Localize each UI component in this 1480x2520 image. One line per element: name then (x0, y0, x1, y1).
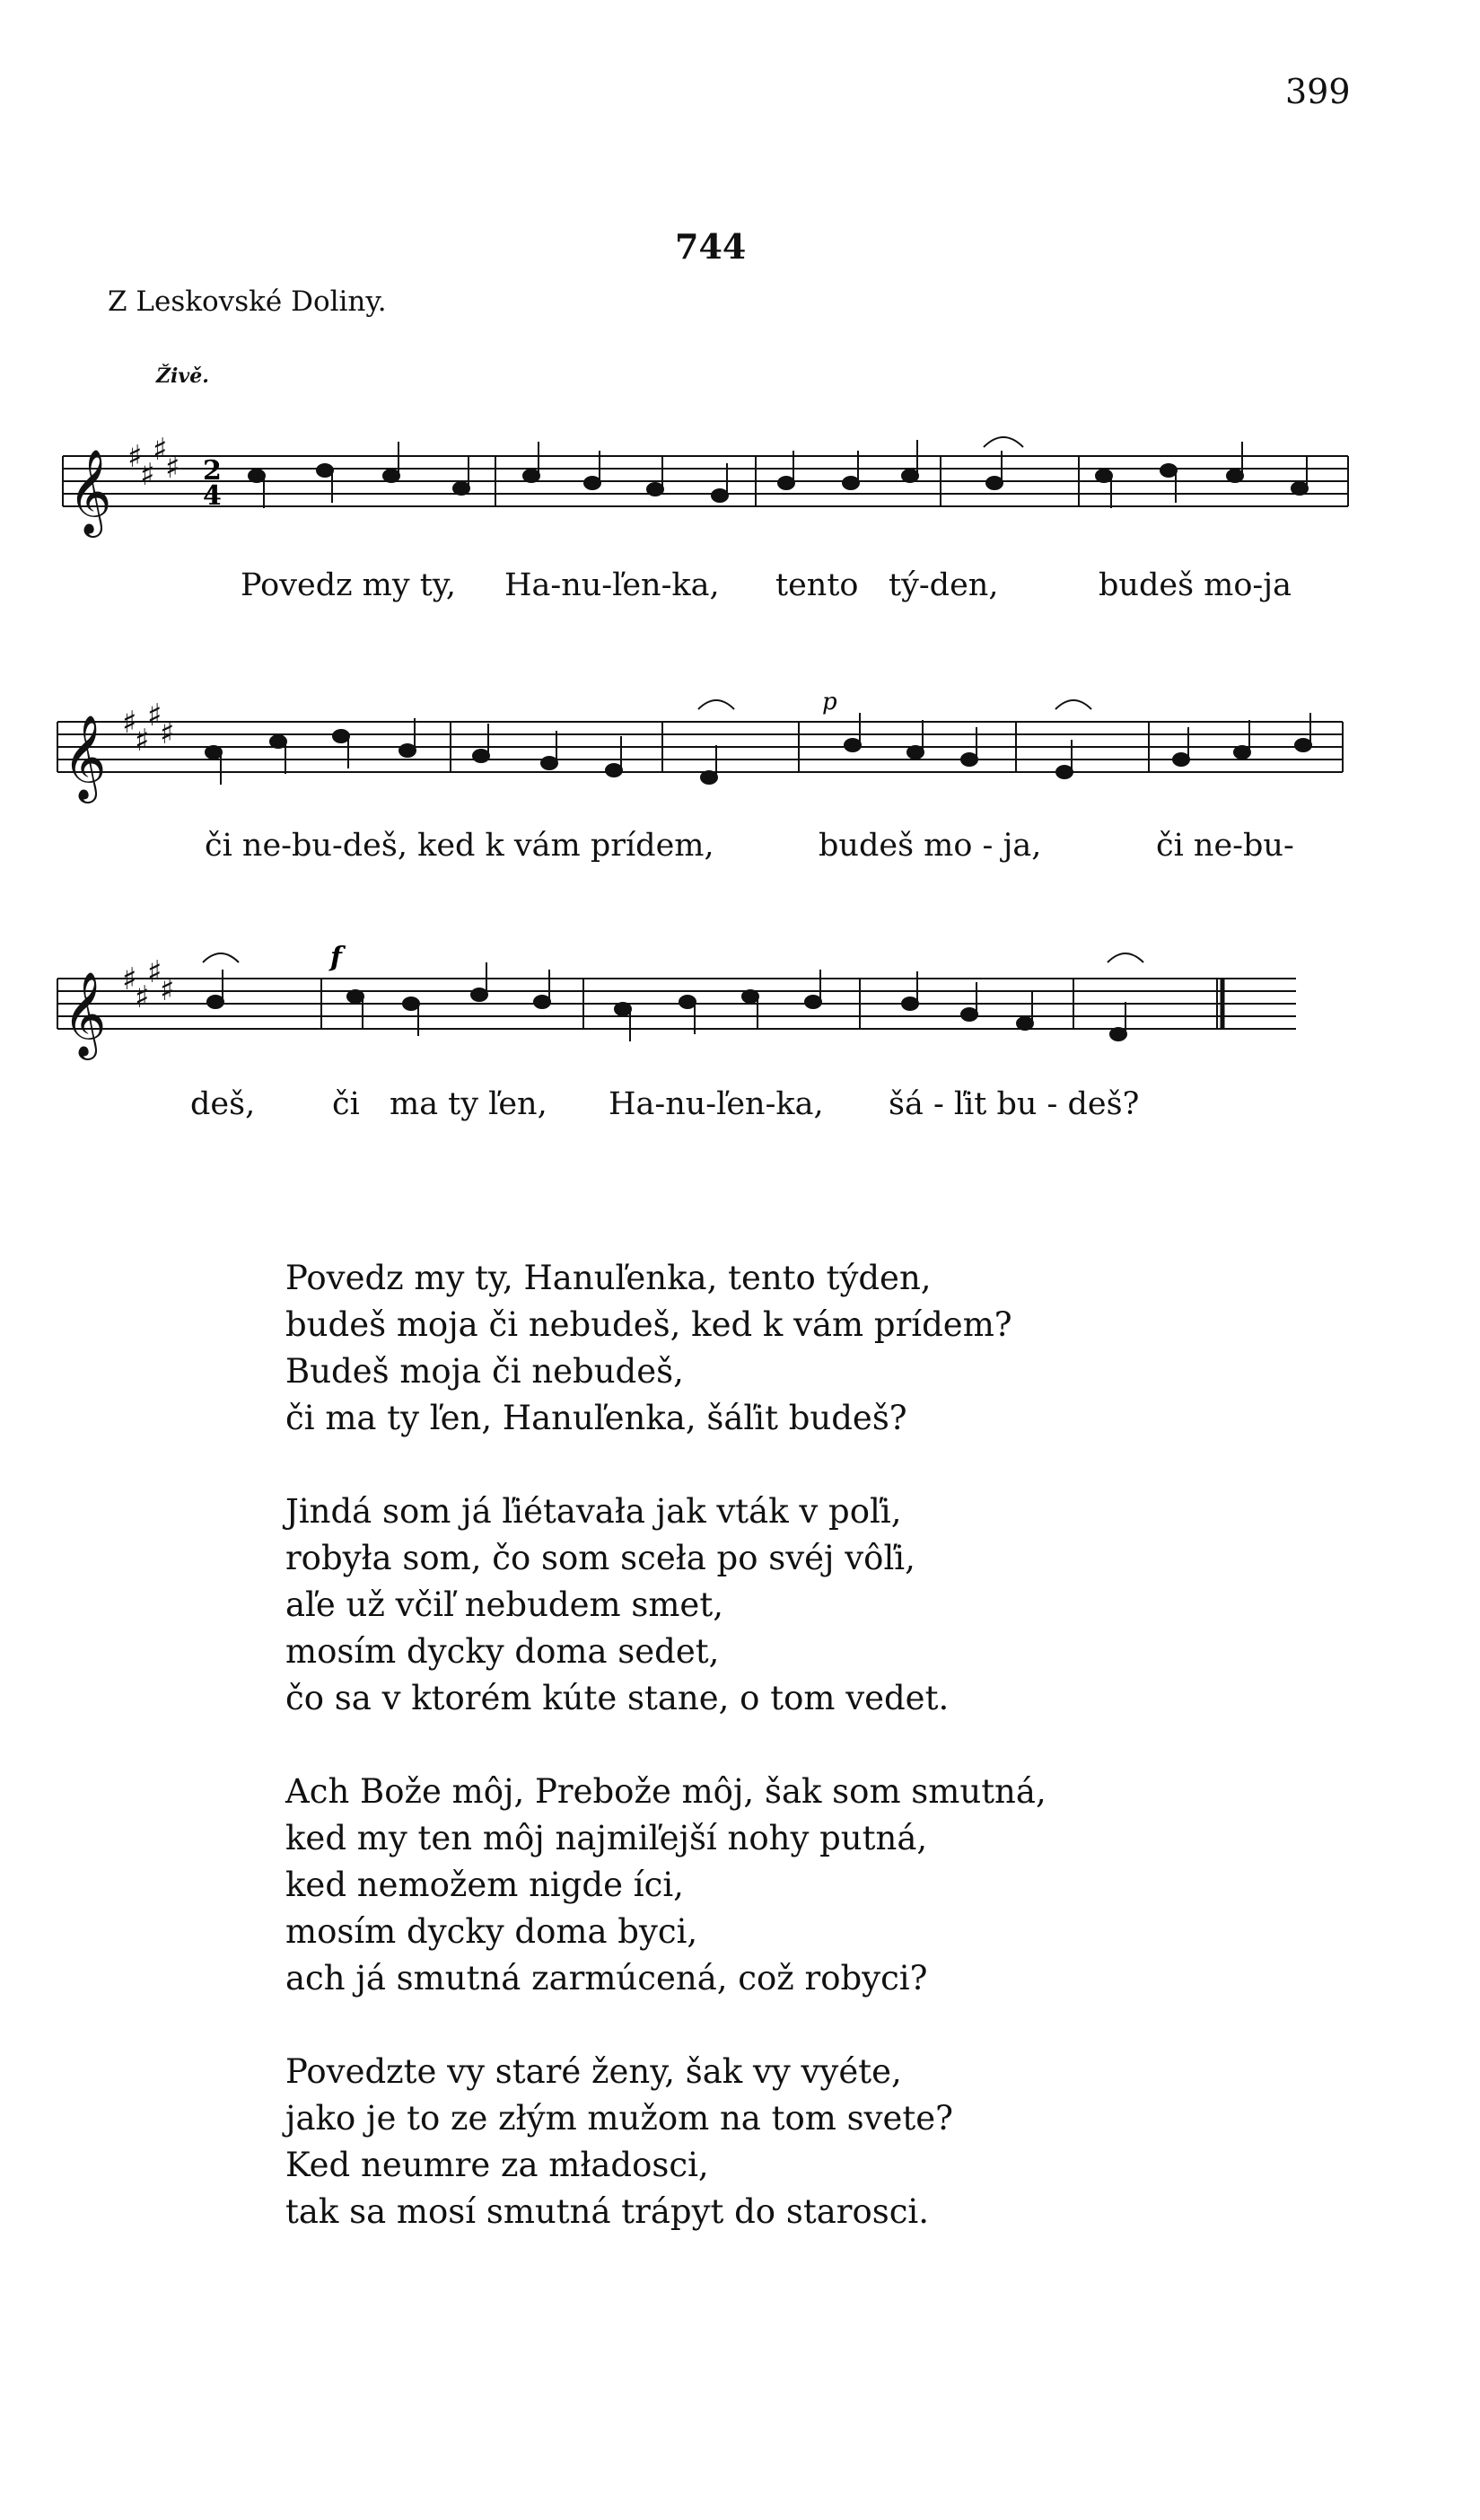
verse-line: ked nemožem nigde íci, (285, 1866, 684, 1904)
stanza-4 (285, 2049, 1047, 2235)
time-signature-top: 2 (203, 455, 222, 487)
verse-line: jako je to ze złým mužom na tom svete? (285, 2099, 953, 2138)
verse-line: Povedzte vy staré ženy, šak vy vyéte, (285, 2052, 902, 2091)
music-score (0, 0, 1480, 1122)
lyric-syllable: Ha-nu-ľen-ka, (609, 1086, 824, 1122)
dynamic-piano: p (822, 689, 837, 716)
lyric-syllable: Povedz my ty, (241, 567, 457, 603)
lyric-syllable: budeš mo - ja, (819, 828, 1042, 864)
svg-text:♯: ♯ (147, 954, 162, 990)
lyric-syllable: Ha-nu-ľen-ka, (504, 567, 720, 603)
verse-line: či ma ty ľen, Hanuľenka, šáľit budeš? (285, 1399, 907, 1437)
verses (285, 1255, 1047, 2282)
verse-line: budeš moja či nebudeš, ked k vám prídem? (285, 1305, 1012, 1344)
lyric-syllable: či ne-bu- (1156, 828, 1294, 864)
svg-text:♯: ♯ (165, 450, 180, 486)
treble-clef-icon: 𝄞 (68, 449, 112, 534)
svg-text:♯: ♯ (122, 705, 137, 741)
verse-line: Ach Bože môj, Prebože môj, šak som smutná, (285, 1772, 1047, 1811)
svg-text:♯: ♯ (135, 979, 150, 1015)
dynamic-forte: f (330, 942, 342, 973)
svg-text:♯: ♯ (160, 972, 175, 1008)
lyric-syllable: tento (775, 567, 859, 603)
verse-line: Budeš moja či nebudeš, (285, 1352, 684, 1391)
lyric-syllable: šá - ľit bu - deš? (889, 1086, 1140, 1122)
notes-system-1 (249, 437, 1308, 508)
song-number: 744 (675, 226, 747, 267)
verse-line: aľe už včiľ nebudem smet, (285, 1585, 723, 1624)
verse-line: Jindá som já ľiétavała jak vták v poľi, (285, 1492, 902, 1531)
svg-text:♯: ♯ (122, 961, 137, 997)
verse-line: Ked neumre za mładosci, (285, 2146, 709, 2184)
lyric-syllable: ma ty ľen, (390, 1086, 547, 1122)
lyric-syllable: či (332, 1086, 360, 1122)
staff-system-2 (57, 722, 1343, 772)
verse-line: Povedz my ty, Hanuľenka, tento týden, (285, 1259, 932, 1297)
svg-text:♯: ♯ (147, 698, 162, 733)
stanza-1 (285, 1255, 1047, 1442)
lyric-syllable: tý-den, (889, 567, 999, 603)
verse-line: čo sa v ktorém kúte stane, o tom vedet. (285, 1679, 950, 1717)
lyric-syllable: budeš mo-ja (1099, 567, 1292, 603)
song-origin: Z Leskovské Doliny. (108, 285, 387, 318)
svg-text:♯: ♯ (153, 432, 168, 468)
lyric-syllable: či ne-bu-deš, ked k vám prídem, (205, 828, 714, 864)
clef-and-key-1 (68, 432, 180, 538)
stanza-2 (285, 1488, 1047, 1722)
svg-text:♯: ♯ (160, 716, 175, 751)
svg-text:♯: ♯ (135, 723, 150, 759)
verse-line: ked my ten môj najmiľejší nohy putná, (285, 1819, 928, 1857)
clef-and-key-2 (63, 698, 174, 803)
page-number: 399 (1285, 72, 1351, 111)
clef-and-key-3 (63, 954, 174, 1060)
time-signature-bottom: 4 (203, 480, 222, 512)
verse-line: mosím dycky doma byci, (285, 1912, 698, 1951)
lyric-syllable: deš, (190, 1086, 256, 1122)
verse-line: ach já smutná zarmúcená, což robyci? (285, 1959, 928, 1998)
svg-text:♯: ♯ (140, 457, 155, 493)
tempo-marking: Živě. (156, 364, 209, 388)
staff-system-3 (57, 979, 1296, 1029)
verse-line: robyła som, čo som sceła po svéj vôľi, (285, 1539, 915, 1577)
treble-clef-icon: 𝄞 (63, 715, 107, 800)
verse-line: mosím dycky doma sedet, (285, 1632, 720, 1671)
svg-text:♯: ♯ (127, 439, 143, 475)
verse-line: tak sa mosí smutná trápyt do starosci. (285, 2192, 930, 2231)
treble-clef-icon: 𝄞 (63, 971, 107, 1057)
stanza-3 (285, 1769, 1047, 2002)
